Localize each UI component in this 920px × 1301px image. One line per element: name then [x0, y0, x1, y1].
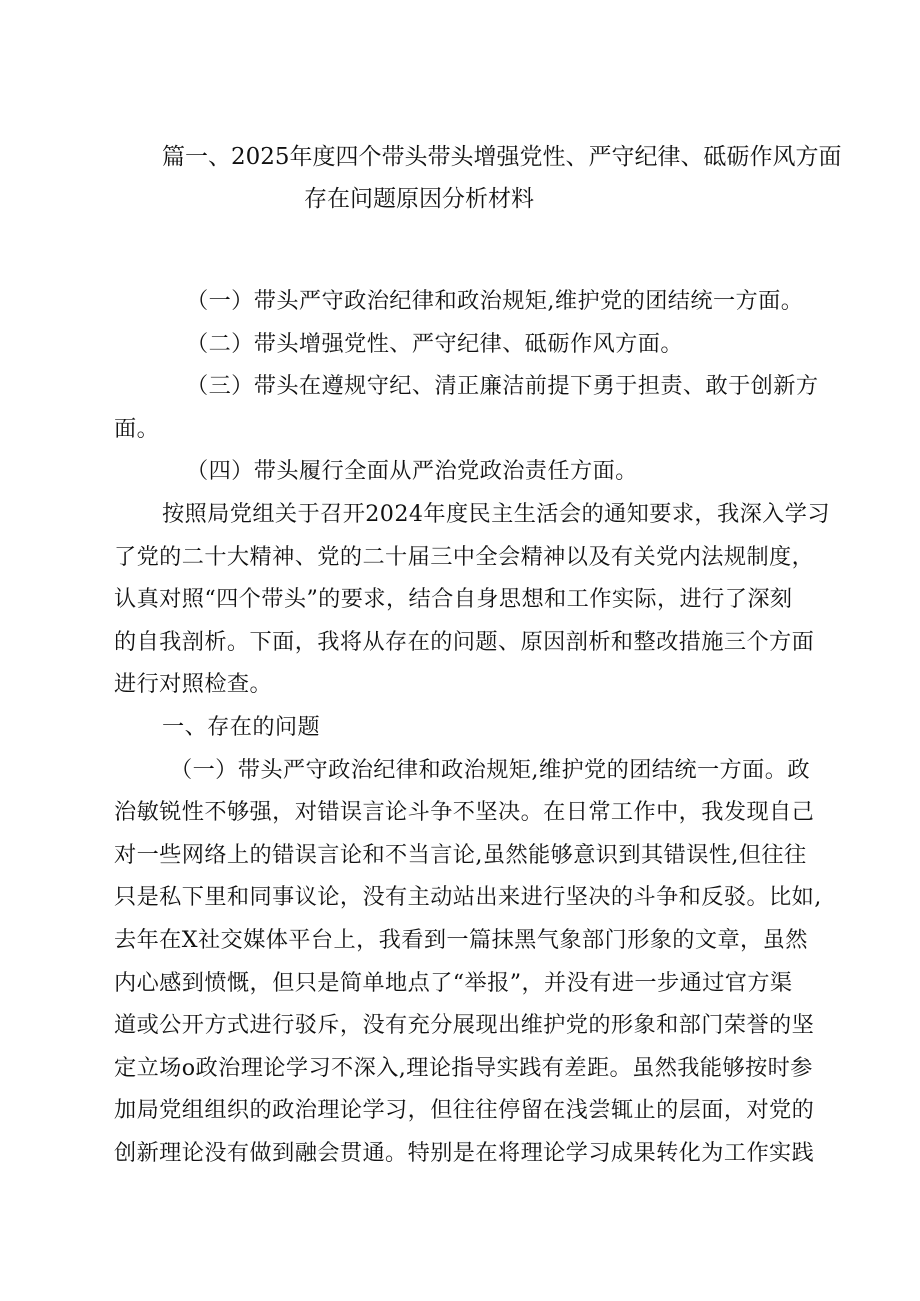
text-line: 创新理论没有做到融会贯通。特别是在将理论学习成果转化为工作实践	[114, 1139, 815, 1166]
text-line: 面。	[114, 415, 160, 442]
text-line: 定立场o政治理论学习不深入,理论指导实践有差距。虽然我能够按时参	[114, 1054, 813, 1081]
text-line: （三）带头在遵规守纪、清正廉洁前提下勇于担责、敢于创新方	[186, 373, 819, 400]
text-line: （四）带头履行全面从严治党政治责任方面。	[186, 458, 638, 485]
text-line: （一）带头严守政治纪律和政治规矩,维护党的团结统一方面。	[186, 288, 804, 314]
text-line: 道或公开方式进行驳斥，没有充分展现出维护党的形象和部门荣誉的坚	[114, 1012, 815, 1039]
document-body	[114, 280, 834, 1174]
text-line: 对一些网络上的错误言论和不当言论,虽然能够意识到其错误性,但往往	[114, 841, 807, 868]
text-line: 治敏锐性不够强，对错误言论斗争不坚决。在日常工作中，我发现自己	[114, 799, 815, 826]
text-line: 进行对照检查。	[114, 671, 273, 698]
text-line: 只是私下里和同事议论，没有主动站出来进行坚决的斗争和反驳。比如,	[114, 884, 822, 911]
text-line: 按照局党组关于召开2024年度民主生活会的通知要求，我深入学习	[162, 500, 830, 527]
text-line: 了党的二十大精神、党的二十届三中全会精神以及有关党内法规制度，	[114, 543, 815, 570]
document-title-line-2: 存在问题原因分析材料	[304, 186, 534, 212]
text-line: 的自我剖析。下面，我将从存在的问题、原因剖析和整改措施三个方面	[114, 628, 815, 655]
text-line: 加局党组组织的政治理论学习，但往往停留在浅尝辄止的层面，对党的	[114, 1097, 815, 1124]
text-line: 去年在X社交媒体平台上，我看到一篇抹黑气象部门形象的文章，虽然	[114, 926, 808, 953]
section-heading: 一、存在的问题	[162, 713, 321, 740]
text-line: （一）带头严守政治纪律和政治规矩,维护党的团结统一方面。政	[170, 756, 810, 783]
text-line: （二）带头增强党性、严守纪律、砥砺作风方面。	[186, 330, 683, 357]
text-line: 内心感到愤慨，但只是简单地点了“举报”，并没有进一步通过官方渠	[114, 969, 793, 996]
document-title-line-1: 篇一、2025年度四个带头带头增强党性、严守纪律、砥砺作风方面	[162, 144, 842, 170]
text-line: 认真对照“四个带头”的要求，结合自身思想和工作实际，进行了深刻	[114, 586, 793, 613]
